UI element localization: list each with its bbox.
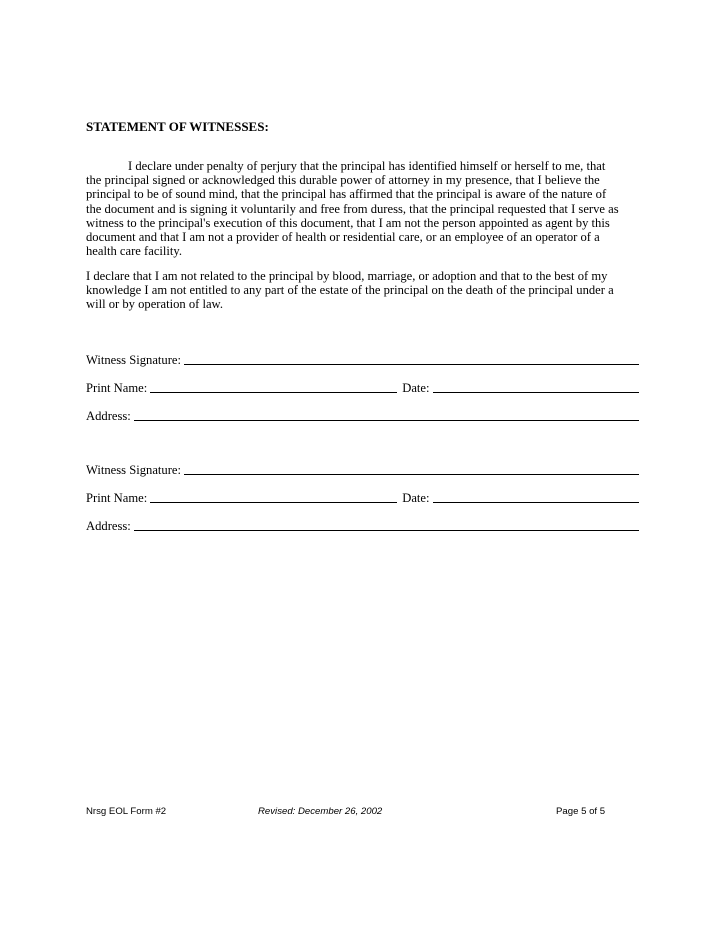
paragraph-line: the principal signed or acknowledged this durable power of attorney in my presence, that I believe the bbox=[86, 173, 600, 188]
date-field[interactable] bbox=[433, 490, 640, 503]
witness-2-name-row bbox=[86, 489, 639, 505]
paragraph-line: knowledge I am not entitled to any part of the estate of the principal on the death of the principal under a bbox=[86, 283, 614, 298]
witness-2-signature-row bbox=[86, 461, 639, 477]
paragraph-line: I declare under penalty of perjury that the principal has identified himself or herself to me, that bbox=[128, 159, 606, 173]
address-field[interactable] bbox=[134, 518, 639, 531]
witness-1-address-row bbox=[86, 407, 639, 423]
paragraph-line: document and that I am not a provider of health or residential care, or an employee of an operator of a bbox=[86, 230, 600, 245]
print-name-label: Print Name: bbox=[86, 491, 148, 505]
paragraph-line: will or by operation of law. bbox=[86, 297, 223, 312]
paragraph-line: health care facility. bbox=[86, 244, 183, 259]
footer-page-number: Page 5 of 5 bbox=[556, 806, 606, 817]
paragraph-line: principal to be of sound mind, that the principal has affirmed that the principal is aware of the nature of bbox=[86, 187, 607, 202]
paragraph-line: I declare that I am not related to the principal by blood, marriage, or adoption and that to the best of my bbox=[86, 269, 608, 283]
footer-revised-date: Revised: December 26, 2002 bbox=[258, 806, 383, 817]
print-name-field[interactable] bbox=[150, 380, 397, 393]
relation-paragraph bbox=[86, 269, 642, 312]
witness-1-signature-row bbox=[86, 351, 639, 367]
witness-signature-field[interactable] bbox=[184, 462, 639, 475]
date-label: Date: bbox=[402, 381, 430, 395]
declaration-paragraph bbox=[86, 159, 642, 258]
section-heading: STATEMENT OF WITNESSES: bbox=[86, 119, 269, 134]
witness-2-address-row bbox=[86, 517, 639, 533]
witness-signature-field[interactable] bbox=[184, 352, 639, 365]
date-label: Date: bbox=[402, 491, 430, 505]
print-name-field[interactable] bbox=[150, 490, 397, 503]
footer-form-id: Nrsg EOL Form #2 bbox=[86, 806, 167, 817]
witness-signature-label: Witness Signature: bbox=[86, 353, 181, 367]
address-label: Address: bbox=[86, 519, 131, 533]
address-label: Address: bbox=[86, 409, 131, 423]
date-field[interactable] bbox=[433, 380, 640, 393]
paragraph-line: the document and is signing it voluntarily and free from duress, that the principal requested that I serve as bbox=[86, 201, 619, 216]
print-name-label: Print Name: bbox=[86, 381, 148, 395]
address-field[interactable] bbox=[134, 408, 639, 421]
paragraph-line: witness to the principal's execution of this document, that I am not the person appointed as agent by this bbox=[86, 215, 610, 230]
witness-signature-label: Witness Signature: bbox=[86, 463, 181, 477]
witness-1-name-row bbox=[86, 379, 639, 395]
